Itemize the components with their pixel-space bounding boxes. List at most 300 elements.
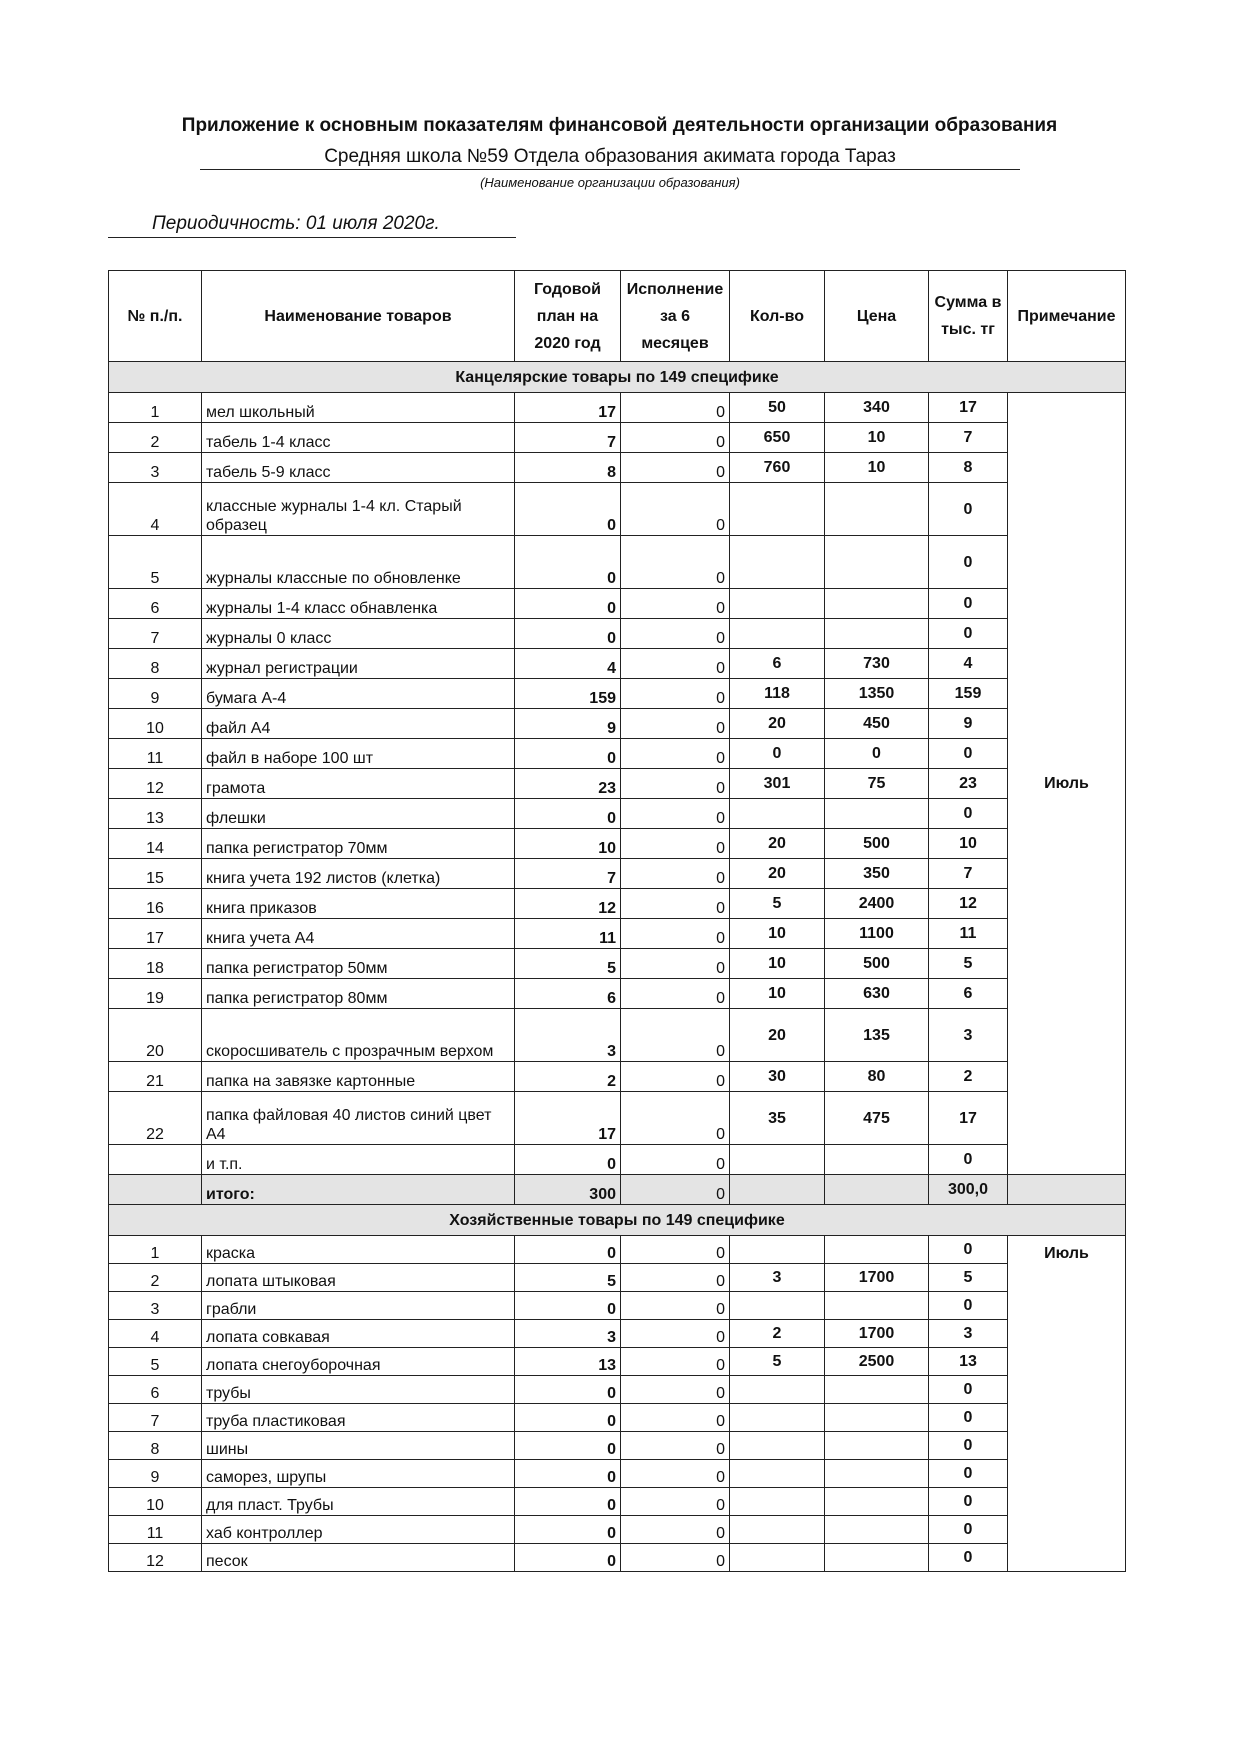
cell-sum: 0 [929, 1145, 1008, 1175]
cell-plan: 0 [515, 1460, 621, 1488]
cell-qty: 35 [730, 1092, 825, 1145]
cell-name: папка регистратор 50мм [202, 949, 515, 979]
cell-price: 0 [825, 739, 929, 769]
table-row [109, 589, 1126, 619]
cell-sum: 0 [929, 1488, 1008, 1516]
table-row [109, 536, 1126, 589]
cell-sum: 7 [929, 859, 1008, 889]
table-row [109, 1516, 1126, 1544]
cell-num: 3 [109, 1292, 202, 1320]
cell-plan: 0 [515, 1488, 621, 1516]
cell-name: книга учета 192 листов (клетка) [202, 859, 515, 889]
cell-exec: 0 [621, 589, 730, 619]
cell-name: папка регистратор 70мм [202, 829, 515, 859]
cell-qty [730, 536, 825, 589]
table-row [109, 1009, 1126, 1062]
cell-name: папка регистратор 80мм [202, 979, 515, 1009]
cell-price: 630 [825, 979, 929, 1009]
cell-num: 11 [109, 1516, 202, 1544]
cell-exec: 0 [621, 949, 730, 979]
cell-num: 7 [109, 1404, 202, 1432]
cell-plan: 0 [515, 1236, 621, 1264]
cell-price: 350 [825, 859, 929, 889]
cell-num: 4 [109, 1320, 202, 1348]
cell-qty: 20 [730, 1009, 825, 1062]
cell-qty [730, 1432, 825, 1460]
cell-num: 5 [109, 536, 202, 589]
cell-sum: 0 [929, 589, 1008, 619]
cell-qty [730, 483, 825, 536]
cell-sum: 0 [929, 1432, 1008, 1460]
table-row [109, 649, 1126, 679]
cell-exec: 0 [621, 536, 730, 589]
total-name: итого: [202, 1175, 515, 1205]
cell-sum: 17 [929, 1092, 1008, 1145]
cell-num: 10 [109, 1488, 202, 1516]
cell-sum: 5 [929, 1264, 1008, 1292]
cell-num: 2 [109, 1264, 202, 1292]
cell-name: файл А4 [202, 709, 515, 739]
cell-exec: 0 [621, 483, 730, 536]
cell-exec: 0 [621, 679, 730, 709]
cell-exec: 0 [621, 1376, 730, 1404]
total-row [109, 1175, 1126, 1205]
cell-qty [730, 1376, 825, 1404]
cell-exec: 0 [621, 1320, 730, 1348]
cell-exec: 0 [621, 1292, 730, 1320]
cell-exec: 0 [621, 769, 730, 799]
organization-caption: (Наименование организации образования) [480, 175, 740, 190]
col-header-name: Наименование товаров [202, 271, 515, 362]
cell-exec: 0 [621, 1236, 730, 1264]
col-header-plan: Годовой план на 2020 год [515, 271, 621, 362]
table-row [109, 889, 1126, 919]
cell-price [825, 1460, 929, 1488]
cell-qty: 5 [730, 1348, 825, 1376]
cell-price: 1700 [825, 1320, 929, 1348]
cell-plan: 12 [515, 889, 621, 919]
cell-price [825, 799, 929, 829]
cell-name: лопата совкавая [202, 1320, 515, 1348]
cell-price [825, 1292, 929, 1320]
cell-exec: 0 [621, 1460, 730, 1488]
reporting-period: Периодичность: 01 июля 2020г. [108, 213, 516, 238]
cell-plan: 0 [515, 536, 621, 589]
cell-qty: 20 [730, 859, 825, 889]
cell-plan: 0 [515, 1404, 621, 1432]
cell-exec: 0 [621, 1516, 730, 1544]
table-row [109, 1376, 1126, 1404]
cell-name: книга приказов [202, 889, 515, 919]
cell-price: 1350 [825, 679, 929, 709]
table-row [109, 619, 1126, 649]
cell-price [825, 1236, 929, 1264]
cell-name: табель 5-9 класс [202, 453, 515, 483]
cell-num: 6 [109, 1376, 202, 1404]
cell-qty: 30 [730, 1062, 825, 1092]
cell-price: 2500 [825, 1348, 929, 1376]
table-row [109, 1432, 1126, 1460]
cell-price [825, 1516, 929, 1544]
cell-exec: 0 [621, 859, 730, 889]
table-row [109, 919, 1126, 949]
cell-plan: 0 [515, 1432, 621, 1460]
cell-plan: 7 [515, 859, 621, 889]
cell-price: 75 [825, 769, 929, 799]
cell-sum: 7 [929, 423, 1008, 453]
cell-qty: 301 [730, 769, 825, 799]
cell-qty [730, 1145, 825, 1175]
cell-exec: 0 [621, 919, 730, 949]
cell-qty: 20 [730, 709, 825, 739]
cell-name: журналы классные по обновленке [202, 536, 515, 589]
cell-name: грабли [202, 1292, 515, 1320]
cell-plan: 5 [515, 1264, 621, 1292]
cell-name: папка на завязке картонные [202, 1062, 515, 1092]
cell-name: краска [202, 1236, 515, 1264]
cell-num: 22 [109, 1092, 202, 1145]
cell-plan: 3 [515, 1320, 621, 1348]
cell-name: журналы 0 класс [202, 619, 515, 649]
total-empty-cell [109, 1175, 202, 1205]
cell-price [825, 536, 929, 589]
cell-plan: 3 [515, 1009, 621, 1062]
table-row [109, 949, 1126, 979]
cell-qty: 3 [730, 1264, 825, 1292]
cell-sum: 6 [929, 979, 1008, 1009]
cell-qty [730, 1516, 825, 1544]
cell-num: 12 [109, 769, 202, 799]
cell-qty [730, 1544, 825, 1572]
cell-price: 1100 [825, 919, 929, 949]
table-row [109, 1264, 1126, 1292]
cell-qty: 10 [730, 919, 825, 949]
cell-sum: 0 [929, 739, 1008, 769]
cell-name: и т.п. [202, 1145, 515, 1175]
cell-exec: 0 [621, 1062, 730, 1092]
cell-plan: 8 [515, 453, 621, 483]
cell-name: грамота [202, 769, 515, 799]
table-row [109, 1062, 1126, 1092]
cell-num: 3 [109, 453, 202, 483]
cell-exec: 0 [621, 1009, 730, 1062]
table-row [109, 423, 1126, 453]
cell-exec: 0 [621, 1404, 730, 1432]
cell-qty: 0 [730, 739, 825, 769]
cell-exec: 0 [621, 829, 730, 859]
cell-name: лопата снегоуборочная [202, 1348, 515, 1376]
table-row [109, 709, 1126, 739]
cell-num: 2 [109, 423, 202, 453]
cell-exec: 0 [621, 799, 730, 829]
cell-plan: 10 [515, 829, 621, 859]
cell-qty [730, 1236, 825, 1264]
col-header-exec: Исполнение за 6 месяцев [621, 271, 730, 362]
cell-num: 18 [109, 949, 202, 979]
cell-plan: 159 [515, 679, 621, 709]
cell-price: 500 [825, 949, 929, 979]
cell-name: журнал регистрации [202, 649, 515, 679]
cell-num: 6 [109, 589, 202, 619]
cell-num: 19 [109, 979, 202, 1009]
cell-sum: 4 [929, 649, 1008, 679]
cell-price [825, 619, 929, 649]
cell-name: лопата штыковая [202, 1264, 515, 1292]
col-header-qty: Кол-во [730, 271, 825, 362]
cell-price: 730 [825, 649, 929, 679]
table-row [109, 739, 1126, 769]
cell-name: папка файловая 40 листов синий цвет А4 [202, 1092, 515, 1145]
cell-num: 13 [109, 799, 202, 829]
col-header-num: № п./п. [109, 271, 202, 362]
goods-table [108, 270, 1126, 1572]
cell-plan: 17 [515, 1092, 621, 1145]
cell-num: 12 [109, 1544, 202, 1572]
cell-num: 8 [109, 1432, 202, 1460]
cell-exec: 0 [621, 739, 730, 769]
cell-plan: 0 [515, 1376, 621, 1404]
table-row [109, 483, 1126, 536]
cell-sum: 0 [929, 1236, 1008, 1264]
cell-price: 10 [825, 453, 929, 483]
cell-price [825, 589, 929, 619]
total-sum: 300,0 [929, 1175, 1008, 1205]
cell-num: 14 [109, 829, 202, 859]
cell-qty [730, 1488, 825, 1516]
cell-num: 1 [109, 393, 202, 423]
cell-price: 2400 [825, 889, 929, 919]
cell-plan: 0 [515, 799, 621, 829]
cell-sum: 0 [929, 1376, 1008, 1404]
cell-qty [730, 589, 825, 619]
cell-sum: 12 [929, 889, 1008, 919]
cell-qty: 118 [730, 679, 825, 709]
table-row [109, 1292, 1126, 1320]
table-row [109, 453, 1126, 483]
cell-sum: 0 [929, 1292, 1008, 1320]
cell-sum: 0 [929, 799, 1008, 829]
cell-exec: 0 [621, 889, 730, 919]
cell-exec: 0 [621, 1348, 730, 1376]
cell-price [825, 1145, 929, 1175]
table-row [109, 1145, 1126, 1175]
cell-sum: 159 [929, 679, 1008, 709]
cell-plan: 13 [515, 1348, 621, 1376]
cell-plan: 4 [515, 649, 621, 679]
organization-name: Средняя школа №59 Отдела образования акимата города Тараз [200, 146, 1020, 170]
table-row [109, 1092, 1126, 1145]
cell-exec: 0 [621, 649, 730, 679]
cell-exec: 0 [621, 1488, 730, 1516]
total-empty-cell [1008, 1175, 1126, 1205]
cell-sum: 9 [929, 709, 1008, 739]
cell-qty [730, 1404, 825, 1432]
cell-sum: 0 [929, 1404, 1008, 1432]
cell-name: хаб контроллер [202, 1516, 515, 1544]
cell-qty: 5 [730, 889, 825, 919]
cell-exec: 0 [621, 619, 730, 649]
cell-name: журналы 1-4 класс обнавленка [202, 589, 515, 619]
cell-sum: 0 [929, 1544, 1008, 1572]
table-row [109, 829, 1126, 859]
cell-price: 500 [825, 829, 929, 859]
note-cell: Июль [1008, 1236, 1126, 1572]
cell-plan: 0 [515, 589, 621, 619]
table-row [109, 1404, 1126, 1432]
cell-plan: 6 [515, 979, 621, 1009]
col-header-price: Цена [825, 271, 929, 362]
cell-name: скоросшиватель с прозрачным верхом [202, 1009, 515, 1062]
cell-qty: 2 [730, 1320, 825, 1348]
cell-price: 475 [825, 1092, 929, 1145]
cell-num: 5 [109, 1348, 202, 1376]
cell-name: бумага А-4 [202, 679, 515, 709]
cell-sum: 11 [929, 919, 1008, 949]
cell-qty: 760 [730, 453, 825, 483]
table-row [109, 1236, 1126, 1264]
cell-qty: 10 [730, 949, 825, 979]
cell-qty: 6 [730, 649, 825, 679]
cell-plan: 2 [515, 1062, 621, 1092]
section-title: Канцелярские товары по 149 специфике [109, 362, 1126, 393]
cell-name: классные журналы 1-4 кл. Старый образец [202, 483, 515, 536]
cell-name: шины [202, 1432, 515, 1460]
cell-name: флешки [202, 799, 515, 829]
cell-price: 450 [825, 709, 929, 739]
cell-sum: 2 [929, 1062, 1008, 1092]
cell-name: труба пластиковая [202, 1404, 515, 1432]
cell-num: 9 [109, 679, 202, 709]
cell-price: 80 [825, 1062, 929, 1092]
cell-qty [730, 799, 825, 829]
cell-name: песок [202, 1544, 515, 1572]
col-header-sum: Сумма в тыс. тг [929, 271, 1008, 362]
cell-sum: 0 [929, 1460, 1008, 1488]
table-row [109, 393, 1126, 423]
cell-exec: 0 [621, 423, 730, 453]
cell-plan: 0 [515, 1145, 621, 1175]
cell-plan: 9 [515, 709, 621, 739]
col-header-note: Примечание [1008, 271, 1126, 362]
cell-exec: 0 [621, 1264, 730, 1292]
cell-sum: 17 [929, 393, 1008, 423]
section-header-row [109, 1205, 1126, 1236]
cell-exec: 0 [621, 1145, 730, 1175]
table-row [109, 859, 1126, 889]
cell-qty: 50 [730, 393, 825, 423]
cell-name: файл в наборе 100 шт [202, 739, 515, 769]
cell-sum: 0 [929, 536, 1008, 589]
cell-price: 10 [825, 423, 929, 453]
cell-plan: 0 [515, 483, 621, 536]
cell-num: 21 [109, 1062, 202, 1092]
cell-num: 7 [109, 619, 202, 649]
section-header-row [109, 362, 1126, 393]
cell-price [825, 1488, 929, 1516]
cell-sum: 8 [929, 453, 1008, 483]
cell-plan: 17 [515, 393, 621, 423]
table-row [109, 1320, 1126, 1348]
table-row [109, 1544, 1126, 1572]
cell-exec: 0 [621, 709, 730, 739]
cell-plan: 11 [515, 919, 621, 949]
cell-num: 8 [109, 649, 202, 679]
cell-num: 10 [109, 709, 202, 739]
cell-price [825, 483, 929, 536]
cell-name: саморез, шрупы [202, 1460, 515, 1488]
section-title: Хозяйственные товары по 149 специфике [109, 1205, 1126, 1236]
cell-qty [730, 619, 825, 649]
cell-plan: 7 [515, 423, 621, 453]
cell-price: 135 [825, 1009, 929, 1062]
cell-sum: 13 [929, 1348, 1008, 1376]
table-row [109, 769, 1126, 799]
cell-sum: 10 [929, 829, 1008, 859]
total-plan: 300 [515, 1175, 621, 1205]
total-exec: 0 [621, 1175, 730, 1205]
cell-plan: 0 [515, 1516, 621, 1544]
cell-num [109, 1145, 202, 1175]
cell-num: 11 [109, 739, 202, 769]
cell-sum: 23 [929, 769, 1008, 799]
cell-plan: 0 [515, 1292, 621, 1320]
cell-sum: 3 [929, 1320, 1008, 1348]
cell-plan: 0 [515, 1544, 621, 1572]
cell-price [825, 1404, 929, 1432]
cell-num: 9 [109, 1460, 202, 1488]
table-header-row [109, 271, 1126, 362]
cell-qty: 20 [730, 829, 825, 859]
total-empty-cell [825, 1175, 929, 1205]
cell-exec: 0 [621, 1432, 730, 1460]
cell-price: 340 [825, 393, 929, 423]
cell-plan: 0 [515, 619, 621, 649]
table-row [109, 799, 1126, 829]
cell-name: для пласт. Трубы [202, 1488, 515, 1516]
cell-num: 1 [109, 1236, 202, 1264]
cell-price: 1700 [825, 1264, 929, 1292]
table-row [109, 1348, 1126, 1376]
table-row [109, 1460, 1126, 1488]
cell-price [825, 1432, 929, 1460]
cell-exec: 0 [621, 1092, 730, 1145]
table-row [109, 679, 1126, 709]
cell-price [825, 1544, 929, 1572]
cell-exec: 0 [621, 1544, 730, 1572]
cell-name: книга учета А4 [202, 919, 515, 949]
cell-exec: 0 [621, 453, 730, 483]
document-title: Приложение к основным показателям финансовой деятельности организации образования [181, 115, 1058, 136]
cell-plan: 23 [515, 769, 621, 799]
cell-qty [730, 1460, 825, 1488]
cell-qty [730, 1292, 825, 1320]
cell-qty: 10 [730, 979, 825, 1009]
cell-num: 4 [109, 483, 202, 536]
cell-exec: 0 [621, 393, 730, 423]
cell-exec: 0 [621, 979, 730, 1009]
note-cell: Июль [1008, 393, 1126, 1175]
total-empty-cell [730, 1175, 825, 1205]
cell-name: трубы [202, 1376, 515, 1404]
table-row [109, 979, 1126, 1009]
cell-price [825, 1376, 929, 1404]
cell-sum: 0 [929, 619, 1008, 649]
cell-num: 17 [109, 919, 202, 949]
cell-name: мел школьный [202, 393, 515, 423]
cell-qty: 650 [730, 423, 825, 453]
cell-plan: 5 [515, 949, 621, 979]
cell-sum: 0 [929, 483, 1008, 536]
